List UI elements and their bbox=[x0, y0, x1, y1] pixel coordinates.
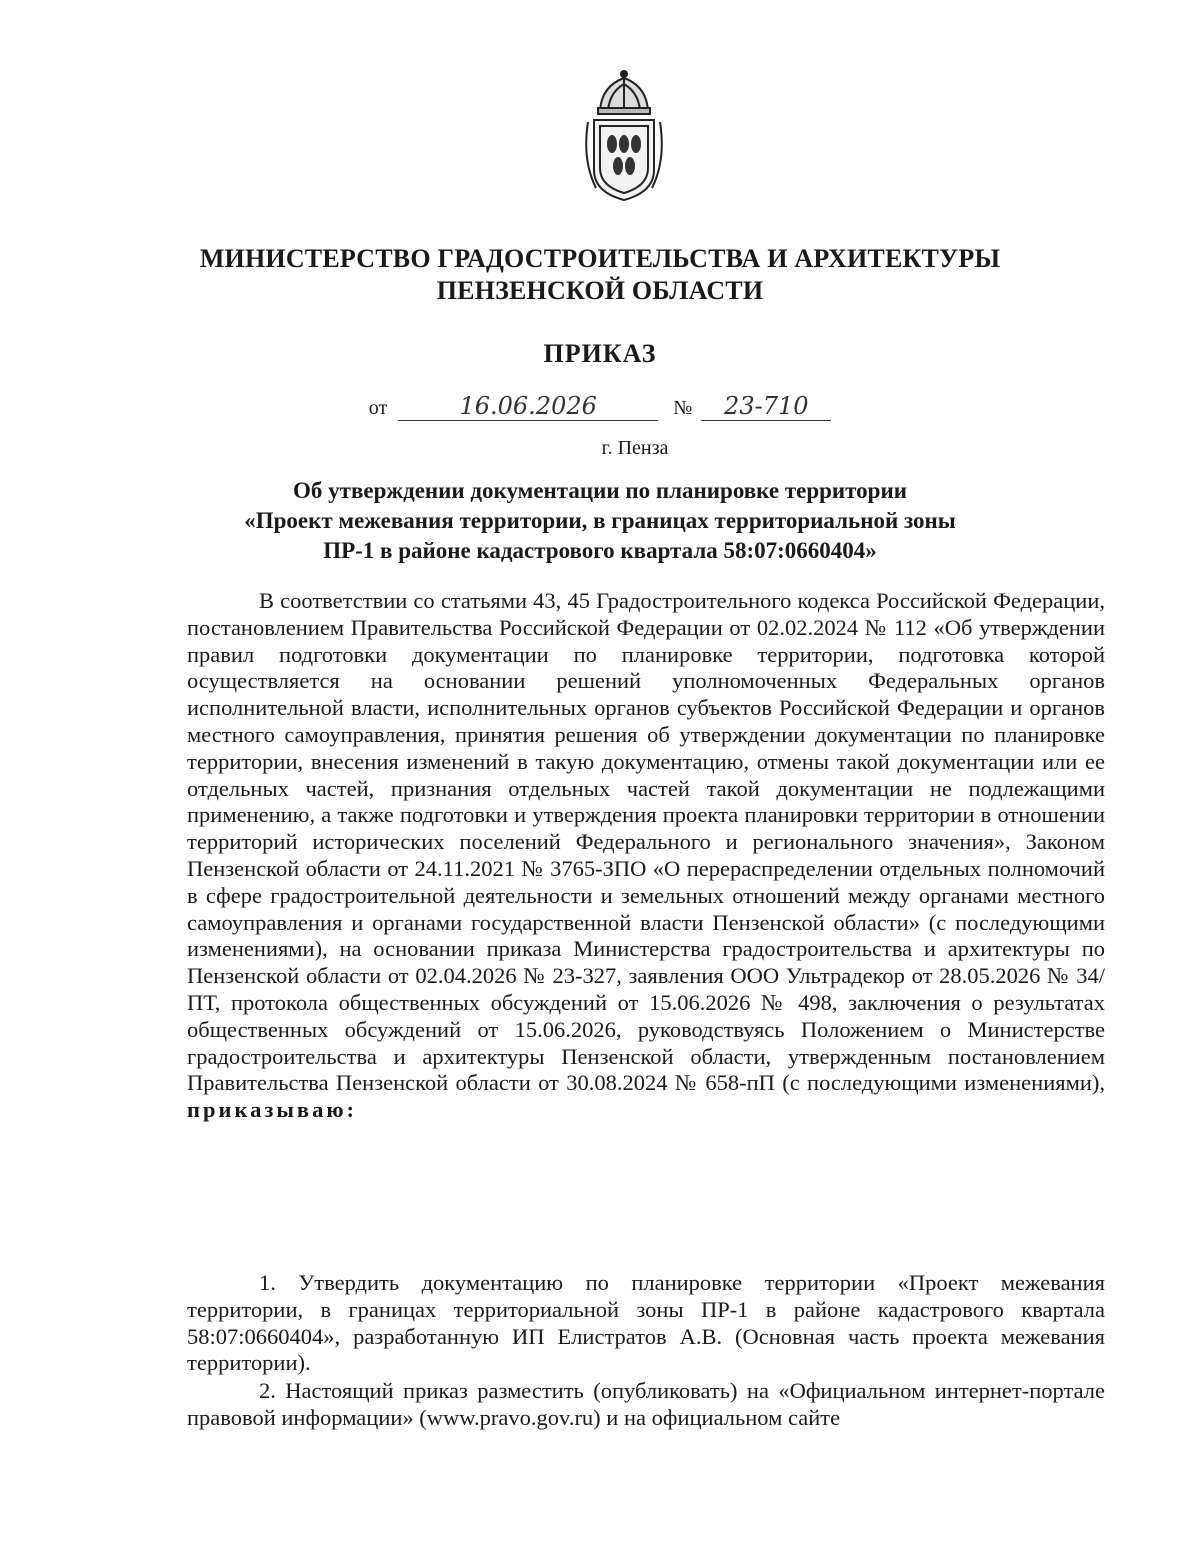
number-label: № bbox=[673, 397, 693, 419]
order-item-1 bbox=[187, 1270, 1105, 1377]
preamble-text: В соответствии со статьями 43, 45 Градостроительного кодекса Российской Федерации, постановлением Правительства Российской Федерации от 02.02.2024 № 112 «Об утверждении правил подготовки документации по планировке территории, подготовка которой осуществляется на основании решений уполномоченных Федеральных органов исполнительной власти, исполнительных органов субъектов Российской Федерации и органов местного самоуправления, принятия решения об утверждении документации по планировке территории, внесения изменений в такую документацию, отмены такой документации или ее отдельных частей, признания отдельных частей такой документации не подлежащими применению, а также подготовки и утверждения проекта планировки территории в отношении территорий исторических поселений Федерального и регионального значения», Законом Пензенской области от 24.11.2021 № 3765-ЗПО «О перераспределении отдельных полномочий в сфере градостроительной деятельности и земельных отношений между органами местного самоуправления и органами государственной власти Пензенской области» (с последующими изменениями), на основании приказа Министерства градостроительства и архитектуры по Пензенской области от 02.04.2026 № 23-327, заявления ООО Ультрадекор от 28.05.2026 № 34/ПТ, протокола общественных обсуждений от 15.06.2026 № 498, заключения о результатах общественных обсуждений от 15.06.2026, руководствуясь Положением о Министерстве градостроительства и архитектуры Пензенской области, утвержденным постановлением Правительства Пензенской области от 30.08.2024 № 658-пП (с последующими изменениями), bbox=[187, 588, 1105, 1096]
title-line-3: ПР-1 в районе кадастрового квартала 58:07:0660404» bbox=[323, 538, 877, 563]
coat-of-arms-icon bbox=[580, 70, 668, 204]
order-item-2-text: 2. Настоящий приказ разместить (опубликовать) на «Официальном интернет-портале правовой информации» (www.pravo.gov.ru) и на официальном сайте bbox=[187, 1378, 1105, 1430]
document-title bbox=[0, 476, 1200, 566]
order-item-2 bbox=[187, 1378, 1105, 1432]
date-number-line bbox=[0, 392, 1200, 421]
city: г. Пенза bbox=[601, 437, 669, 459]
ministry-name-line-2: ПЕНЗЕНСКОЙ ОБЛАСТИ bbox=[436, 276, 764, 305]
title-line-2: «Проект межевания территории, в границах территориальной зоны bbox=[244, 508, 956, 533]
number-value: 23-710 bbox=[701, 392, 831, 421]
document-type: ПРИКАЗ bbox=[543, 339, 657, 368]
date-value: 16.06.2026 bbox=[398, 392, 658, 421]
preamble bbox=[187, 588, 1105, 1124]
title-line-1: Об утверждении документации по планировке территории bbox=[293, 478, 907, 503]
order-item-1-text: 1. Утвердить документацию по планировке территории «Проект межевания территории, в границах территориальной зоны ПР-1 в районе кадастрового квартала 58:07:0660404», разработанную ИП Елистратов А.В. (Основная часть проекта межевания территории). bbox=[187, 1270, 1105, 1376]
ministry-name-line-1: МИНИСТЕРСТВО ГРАДОСТРОИТЕЛЬСТВА И АРХИТЕКТУРЫ bbox=[199, 244, 1001, 273]
date-label: от bbox=[368, 397, 388, 419]
order-word: приказываю: bbox=[187, 1097, 358, 1123]
ministry-name bbox=[0, 243, 1200, 307]
